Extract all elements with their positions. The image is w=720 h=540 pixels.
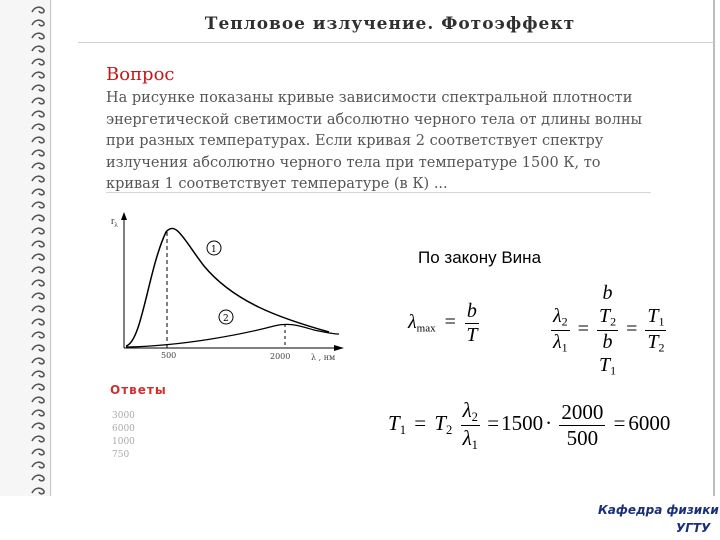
coil-ring <box>30 318 46 326</box>
coil-ring <box>30 461 46 469</box>
curve-2-label: 2 <box>223 314 229 324</box>
coil-ring <box>30 149 46 157</box>
coil-ring <box>30 175 46 183</box>
coil-ring <box>30 448 46 456</box>
question-text: На рисунке показаны кривые зависимости спектральной плотности энергетической светимости абсолютно черного тела от длины волны при разных температурах. Если кривая 2 соответствует спектру излучения абсолютно черного тела при температуре 1500 К, то кривая 1 соответствует температуре (в К) ... <box>106 90 643 192</box>
question-divider <box>106 192 651 193</box>
coil-ring <box>30 32 46 40</box>
answer-option-4[interactable]: 750 <box>112 450 130 460</box>
coil-ring <box>30 253 46 261</box>
curve-2 <box>126 324 339 347</box>
footer-university: УГТУ <box>676 521 711 535</box>
y-axis-arrow <box>121 212 127 220</box>
coil-ring <box>30 279 46 287</box>
page-right-border <box>713 0 715 496</box>
coil-ring <box>30 162 46 170</box>
tick-label-500: 500 <box>161 351 177 360</box>
coil-ring <box>30 123 46 131</box>
slide-title: Тепловое излучение. Фотоэффект <box>204 14 576 34</box>
wien-formula: $\lambda_{max}$ = $\frac{b}{T}$ <box>408 300 478 346</box>
curve-1-label: 1 <box>211 245 217 255</box>
x-axis-label: λ , нм <box>311 353 336 362</box>
coil-ring <box>30 474 46 482</box>
coil-ring <box>30 188 46 196</box>
tick-label-2000: 2000 <box>270 352 291 361</box>
coil-ring <box>30 331 46 339</box>
answer-option-1[interactable]: 3000 <box>112 411 135 421</box>
coil-ring <box>30 266 46 274</box>
question-heading: Вопрос <box>106 64 175 85</box>
coil-ring <box>30 6 46 14</box>
coil-ring <box>30 227 46 235</box>
radiation-graph <box>104 210 354 370</box>
answer-option-3[interactable]: 1000 <box>112 437 135 447</box>
coil-ring <box>30 357 46 365</box>
coil-ring <box>30 214 46 222</box>
footer-department: Кафедра физики <box>598 503 719 517</box>
coil-ring <box>30 45 46 53</box>
coil-ring <box>30 435 46 443</box>
binding-edge <box>50 0 51 496</box>
coil-ring <box>30 292 46 300</box>
coil-ring <box>30 305 46 313</box>
coil-ring <box>30 71 46 79</box>
wavelength-ratio-formula: $\frac{\lambda_2}{\lambda_1}$ = b $T_2$ b $T_1$ = $\frac{T_1}{T_2}$ <box>553 282 665 378</box>
coil-ring <box>30 240 46 248</box>
coil-ring <box>30 383 46 391</box>
coil-ring <box>30 396 46 404</box>
coil-ring <box>30 370 46 378</box>
coil-ring <box>30 97 46 105</box>
x-axis-arrow <box>334 345 344 351</box>
result-formula: $T_1 = T_2$ $\frac{\lambda_2}{\lambda_1}$ =1500· $\frac{2000}{500}$ = 6000 <box>388 398 671 452</box>
coil-ring <box>30 201 46 209</box>
coil-ring <box>30 422 46 430</box>
coil-ring <box>30 19 46 27</box>
wien-law-caption: По закону Вина <box>418 248 542 267</box>
answer-option-2[interactable]: 6000 <box>112 424 135 434</box>
coil-ring <box>30 58 46 66</box>
answers-heading: Ответы <box>110 383 167 397</box>
y-axis-label: $r_\lambda$ <box>111 216 118 229</box>
coil-ring <box>30 487 46 495</box>
coil-ring <box>30 344 46 352</box>
coil-ring <box>30 84 46 92</box>
curve-1 <box>126 228 329 346</box>
title-divider <box>78 42 714 43</box>
coil-ring <box>30 409 46 417</box>
coil-ring <box>30 110 46 118</box>
coil-ring <box>30 136 46 144</box>
